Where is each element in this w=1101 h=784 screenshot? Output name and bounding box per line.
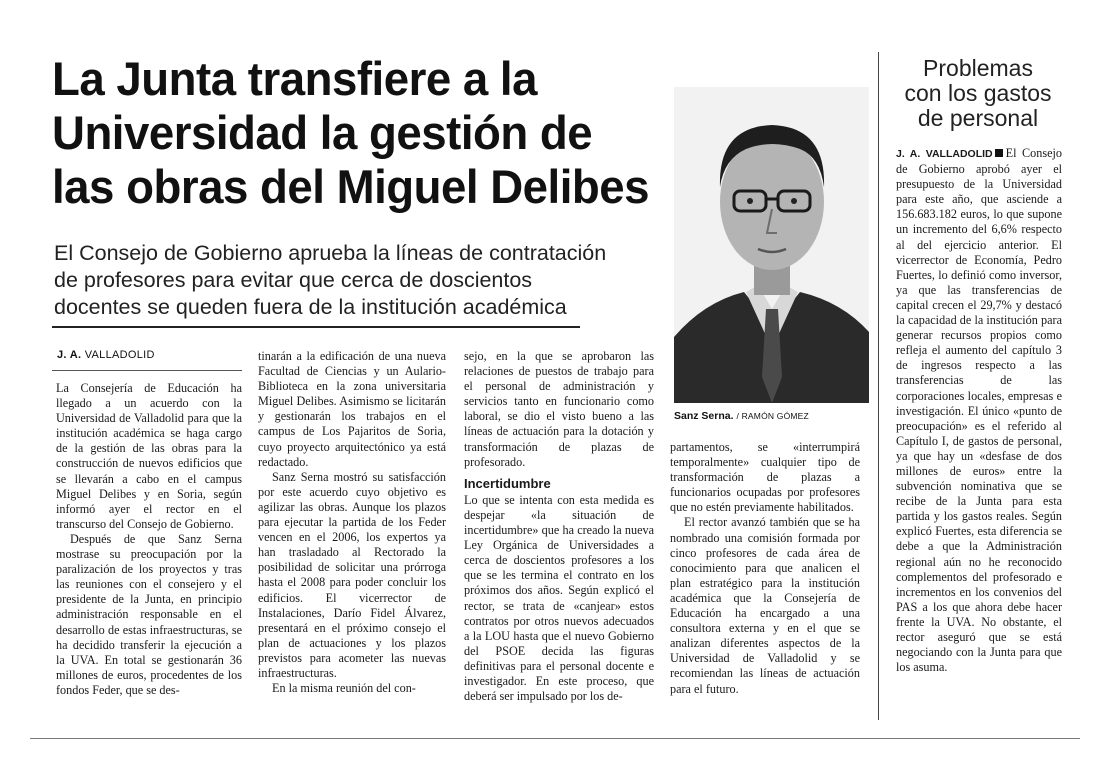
portrait-illustration [674,87,869,403]
subtitle-rule [52,326,580,328]
sidebar-byline: J. A. VALLADOLID [896,148,993,160]
sidebar-title-line-2: con los gastos [904,80,1052,106]
subtitle-line-1: El Consejo de Gobierno aprueba la líneas de contratación [54,241,607,265]
byline-initials: J. A. [57,349,82,361]
col1-paragraph-1: La Consejería de Educación ha llegado a un acuerdo con la Universidad de Valladolid para que la institución académica se haga cargo de la gestión de las obras para la construcción de nuevos edificios que se llevarán a cabo en el campus Miguel Delibes y en Soria, según informó ayer el rector en el transcurso del Consejo de Gobierno. [56,381,242,531]
col3-subhead: Incertidumbre [464,475,551,491]
col2-paragraph-2: Sanz Serna mostró su satisfacción por este acuerdo cuyo objetivo es agilizar las obras. Aunque los plazos para ejecutar la partida de los Feder vencen en el 2006, los expertos ya han trasladado al Rectorado la posibilidad de solicitar una prórroga hasta el 2008 para poder concluir los edificios. El vicerrector de Instalaciones, Darío Fidel Álvarez, presentará en el próximo consejo el plan de actuaciones y los plazos previstos para acometer las nuevas infraestructuras. [258,469,446,680]
photo-caption [674,410,874,422]
col4-paragraph-2: El rector avanzó también que se ha nombrado una comisión formada por cinco profesores de cada área de conocimiento para que analicen el plan estratégico para la institución académica que la Consejería de Educación ha encargado a una consultora externa y en el que se analizan diferentes aspectos de la Universidad de Valladolid y se recomiendan las líneas de actuación para el futuro. [670,515,860,696]
byline-rule [52,370,242,371]
bottom-rule [30,738,1080,739]
subtitle [54,240,614,321]
caption-name: Sanz Serna. [674,410,734,422]
sidebar-square-icon [995,149,1003,157]
article-column-4 [670,440,860,697]
byline-city: VALLADOLID [84,349,155,361]
caption-credit: / RAMÓN GÓMEZ [736,411,809,421]
article-column-1 [56,381,242,698]
headline [52,52,650,214]
headline-line-3: las obras del Miguel Delibes [52,160,650,213]
article-column-2 [258,349,446,696]
byline [57,349,155,361]
sidebar-body [896,146,1062,675]
sidebar-text: El Consejo de Gobierno aprobó ayer el presupuesto de la Universidad para este año, que asciende a 156.683.182 euros, lo que supone un incremento del 6,6% respecto al del ejercicio anterior. El vicerrector de Economía, Pedro Fuertes, lo definió como inversor, ya que las transferencias de capital crecen el 29,7% y destacó la capacidad de la institución para generar recursos propios como refleja el aumento del capítulo 3 de ingresos respecto a las transferencias de las corporaciones locales, empresas e investigación. El único «punto de preocupación» es el referido al Capítulo I, de gastos de personal, ya que hay un «desfase de dos millones de euros» entre la subvención nominativa que se recibe de la Junta para esta partida y los gastos reales. Según explicó Fuertes, esta diferencia se debe a que la Administración regional aún no he reconocido complementos del profesorado e incrementos en los convenios del PAS a los que ahora debe hacer frente la UVA. No obstante, el rector aseguró que se está negociando con la Junta para que los asuma. [896,146,1062,675]
col2-paragraph-1: tinarán a la edificación de una nueva Facultad de Ciencias y un Aulario-Biblioteca en la zona universitaria Miguel Delibes. Asimismo se licitarán y gestionarán los trabajos en el campus de Los Pajaritos de Soria, cuyo proyecto arquitectónico ya está redactado. [258,349,446,469]
sidebar-title-line-3: de personal [917,105,1039,131]
col2-paragraph-3: En la misma reunión del con- [272,681,416,696]
sidebar-left-border [878,52,879,720]
article-column-3 [464,349,654,704]
rector-photo [674,87,869,403]
subtitle-line-3: docentes se queden fuera de la institución académica [54,295,567,319]
sidebar-title [888,56,1068,131]
sidebar-title-line-1: Problemas [923,55,1033,81]
col3-paragraph-2: Lo que se intenta con esta medida es despejar «la situación de incertidumbre» que ha creado la nueva Ley Orgánica de Universidades a cerca de doscientos profesores a los que se les termina el contrato en los próximos dos años. Según explicó el rector, se trata de «canjear» estos contratos por otros nuevos adecuados a la LOU hasta que el nuevo Gobierno del PSOE decida las figuras definitivas para el personal docente e investigador. En este proceso, que deberá ser impulsado por los de- [464,492,654,704]
headline-line-1: La Junta transfiere a la [52,52,537,105]
subtitle-line-2: de profesores para evitar que cerca de doscientos [54,268,533,292]
headline-line-2: Universidad la gestión de [52,106,593,159]
col3-paragraph-1: sejo, en la que se aprobaron las relaciones de puestos de trabajo para el personal de administración y servicios tanto en funcionario como laboral, se dio el visto bueno a las líneas de actuación para la dotación y transformación de plazas de profesorado. [464,349,654,469]
col1-paragraph-2: Después de que Sanz Serna mostrase su preocupación por la paralización de los proyectos y tras las reuniones con el consejero y el presidente de la Junta, en principio administración responsable en el desarrollo de estas infraestructuras, se ha decidido transferir la ejecución a la UVA. En total se gestionarán 36 millones de euros, procedentes de los fondos Feder, que se des- [56,531,242,697]
col4-paragraph-1: partamentos, se «interrumpirá temporalmente» cualquier tipo de transformación de plazas a funcionarios ocupadas por profesores que no estén previamente habilitados. [670,440,860,515]
